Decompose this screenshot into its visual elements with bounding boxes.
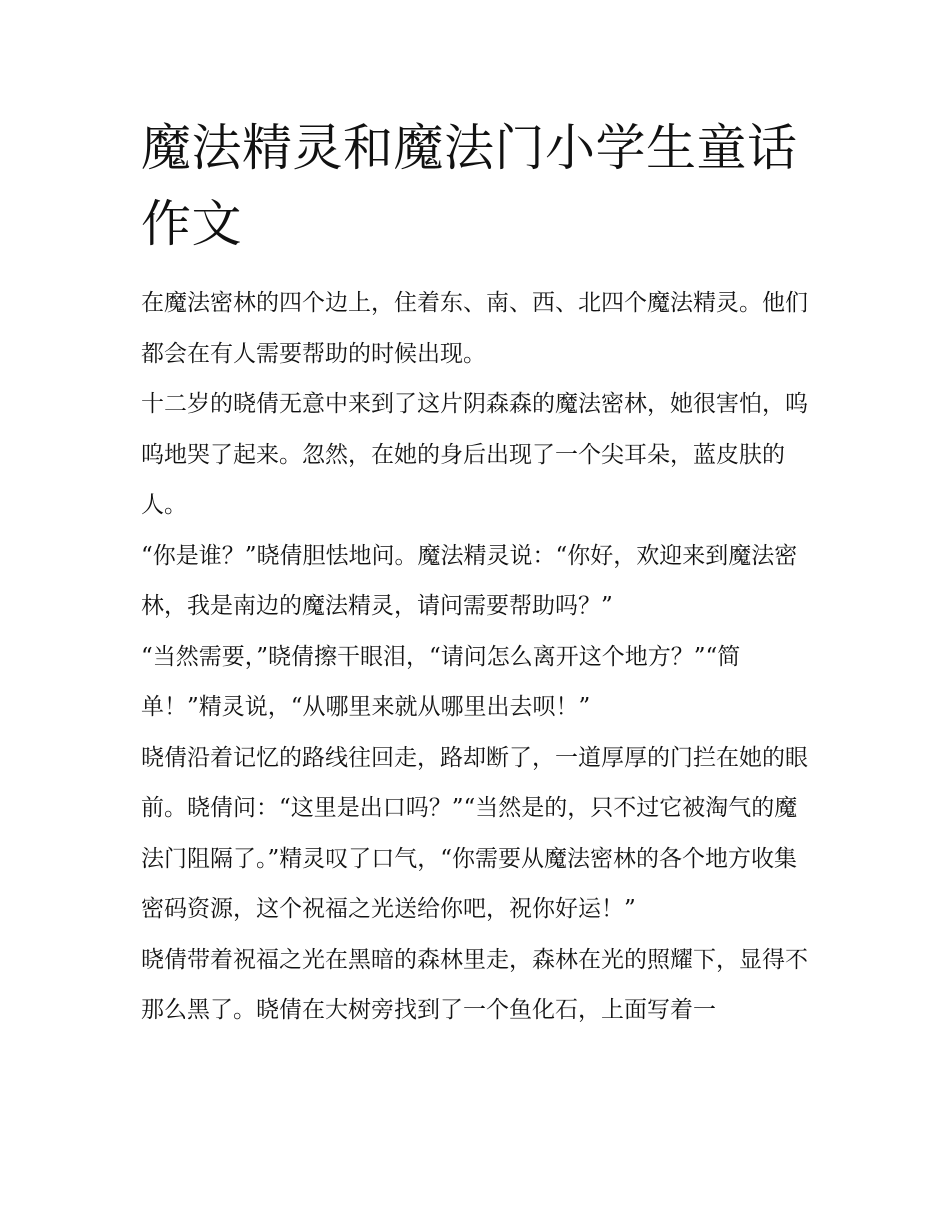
document-title: 魔法精灵和魔法门小学生童话作文 xyxy=(141,119,798,253)
paragraph-3: “你是谁？”晓倩胆怯地问。魔法精灵说：“你好，欢迎来到魔法密林，我是南边的魔法精灵，请问需要帮助吗？” xyxy=(141,542,798,619)
paragraph-2: 十二岁的晓倩无意中来到了这片阴森森的魔法密林，她很害怕，呜呜地哭了起来。忽然，在她的身后出现了一个尖耳朵，蓝皮肤的人。 xyxy=(141,391,808,518)
document-page xyxy=(141,110,813,1036)
paragraph-6: 晓倩带着祝福之光在黑暗的森林里走，森林在光的照耀下，显得不那么黑了。晓倩在大树旁找到了一个鱼化石，上面写着一 xyxy=(141,946,808,1023)
paragraph-1: 在魔法密林的四个边上，住着东、南、西、北四个魔法精灵。他们都会在有人需要帮助的时候出现。 xyxy=(141,290,808,367)
paragraph-4: “当然需要，”晓倩擦干眼泪，“请问怎么离开这个地方？”“简单！”精灵说，“从哪里来就从哪里出去呗！” xyxy=(141,643,741,720)
paragraph-5: 晓倩沿着记忆的路线往回走，路却断了，一道厚厚的门拦在她的眼前。晓倩问：“这里是出口吗？”“当然是的，只不过它被淘气的魔法门阻隔了。”精灵叹了口气，“你需要从魔法密林的各个地方收集密码资源，这个祝福之光送给你吧，祝你好运！” xyxy=(141,744,808,922)
